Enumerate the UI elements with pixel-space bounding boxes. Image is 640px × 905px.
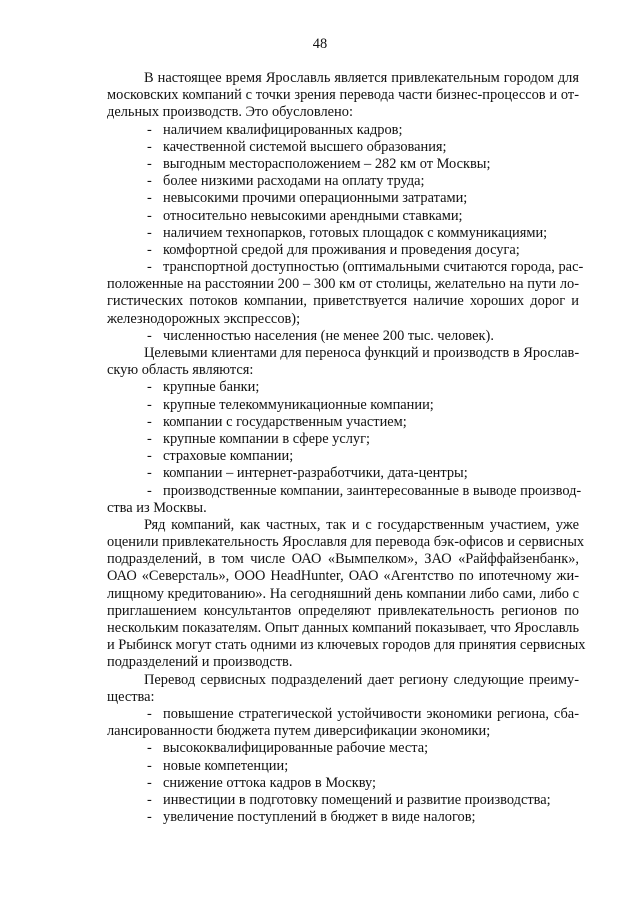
- line-text: щества:: [107, 688, 155, 705]
- bullet-dash: -: [147, 207, 152, 224]
- bullet-dash: -: [147, 791, 152, 808]
- bullet-dash: -: [147, 465, 152, 482]
- line-text: скую область являются:: [107, 362, 254, 379]
- text-line: [107, 551, 579, 568]
- bullet-line: [107, 208, 579, 225]
- bullet-dash: -: [147, 705, 152, 722]
- bullet-dash: -: [147, 379, 152, 396]
- line-text: В настоящее время Ярославль является привлекательным городом для: [144, 70, 579, 86]
- line-text: относительно невысокими арендными ставками;: [163, 207, 463, 224]
- line-text: лищному кредитованию». На сегодняшний день компании либо сами, либо с: [107, 585, 579, 602]
- line-text: качественной системой высшего образования;: [163, 138, 447, 155]
- bullet-line: [107, 139, 579, 156]
- line-text: невысокими прочими операционными затратами;: [163, 190, 468, 207]
- text-line: [107, 87, 579, 104]
- line-text: крупные компании в сфере услуг;: [163, 430, 371, 447]
- line-text: ОАО «Северсталь», ООО HeadHunter, ОАО «Агентство по ипотечному жи-: [107, 568, 579, 585]
- bullet-dash: -: [147, 224, 152, 241]
- line-text: московских компаний с точки зрения перевода части бизнес-процессов и от-: [107, 87, 579, 104]
- text-line: [107, 534, 585, 551]
- line-text: транспортной доступностью (оптимальными считаются города, рас-: [163, 259, 584, 276]
- line-text: крупные банки;: [163, 379, 260, 396]
- text-line: [107, 293, 579, 310]
- line-text: снижение оттока кадров в Москву;: [163, 774, 376, 791]
- line-text: подразделений и производств.: [107, 654, 293, 671]
- bullet-line: [107, 482, 582, 500]
- line-text: компании – интернет-разработчики, дата-центры;: [163, 465, 468, 482]
- bullet-line: [107, 809, 579, 826]
- bullet-line: [107, 225, 579, 242]
- bullet-dash: -: [147, 740, 152, 757]
- bullet-line: [107, 379, 579, 396]
- bullet-line: [107, 122, 579, 139]
- line-text: численностью населения (не менее 200 тыс. человек).: [163, 327, 494, 344]
- line-text: и Рыбинск могут стать одними из ключевых городов для принятия сервисных: [107, 637, 586, 654]
- bullet-dash: -: [147, 448, 152, 465]
- line-text: Целевыми клиентами для переноса функций и производств в Ярослав-: [144, 345, 580, 361]
- bullet-dash: -: [147, 482, 152, 499]
- bullet-dash: -: [147, 430, 152, 447]
- bullet-dash: -: [147, 121, 152, 138]
- bullet-dash: -: [147, 327, 152, 344]
- text-line: [107, 672, 579, 689]
- line-text: приглашением консультантов определяют привлекательность регионов по: [107, 602, 579, 619]
- bullet-line: [107, 156, 579, 173]
- bullet-line: [107, 775, 579, 792]
- line-text: более низкими расходами на оплату труда;: [163, 173, 425, 190]
- line-text: компании с государственным участием;: [163, 413, 407, 430]
- bullet-line: [107, 465, 579, 482]
- line-text: комфортной средой для проживания и проведения досуга;: [163, 241, 520, 258]
- line-text: оценили привлекательность Ярославля для перевода бэк-офисов и сервисных: [107, 534, 585, 551]
- text-line: [107, 620, 579, 637]
- bullet-line: [107, 740, 579, 757]
- bullet-dash: -: [147, 809, 152, 826]
- bullet-line: [107, 792, 579, 809]
- bullet-line: [107, 259, 584, 276]
- text-line: [107, 311, 579, 328]
- bullet-line: [107, 397, 579, 414]
- bullet-line: [107, 706, 579, 723]
- line-text: наличием технопарков, готовых площадок с коммуникациями;: [163, 224, 548, 241]
- line-text: подразделений, в том числе ОАО «Вымпелком», ЗАО «Райффайзенбанк»,: [107, 551, 579, 568]
- bullet-line: [107, 758, 579, 775]
- bullet-dash: -: [147, 138, 152, 155]
- text-line: [107, 500, 579, 517]
- line-text: железнодорожных экспрессов);: [107, 310, 301, 327]
- document-body: [107, 70, 586, 826]
- text-line: [107, 517, 579, 534]
- bullet-dash: -: [147, 190, 152, 207]
- line-text: высококвалифицированные рабочие места;: [163, 740, 429, 757]
- page-number: 48: [312, 36, 328, 52]
- bullet-line: [107, 448, 579, 465]
- bullet-dash: -: [147, 774, 152, 791]
- bullet-line: [107, 190, 579, 207]
- text-line: [107, 603, 579, 620]
- bullet-line: [107, 414, 579, 431]
- text-line: [107, 637, 586, 654]
- line-text: нескольким показателям. Опыт данных компаний показывает, что Ярославль: [107, 620, 580, 636]
- line-text: выгодным месторасположением – 282 км от Москвы;: [163, 155, 491, 172]
- line-text: крупные телекоммуникационные компании;: [163, 396, 434, 413]
- bullet-dash: -: [147, 259, 152, 276]
- bullet-dash: -: [147, 396, 152, 413]
- bullet-line: [107, 173, 579, 190]
- line-text: гистических потоков компании, приветствуется наличие хороших дорог и: [107, 293, 579, 310]
- bullet-line: [107, 242, 579, 259]
- line-text: производственные компании, заинтересованные в выводе производ-: [163, 482, 582, 499]
- bullet-line: [107, 328, 579, 345]
- line-text: Перевод сервисных подразделений дает региону следующие преиму-: [144, 671, 579, 688]
- line-text: новые компетенции;: [163, 757, 289, 774]
- text-line: [107, 104, 579, 121]
- line-text: повышение стратегической устойчивости экономики региона, сба-: [163, 705, 579, 722]
- line-text: лансированности бюджета путем диверсификации экономики;: [107, 723, 491, 740]
- bullet-dash: -: [147, 757, 152, 774]
- bullet-dash: -: [147, 413, 152, 430]
- text-line: [107, 276, 579, 293]
- bullet-dash: -: [147, 173, 152, 190]
- text-line: [107, 70, 579, 87]
- text-line: [107, 586, 579, 603]
- text-line: [107, 723, 579, 740]
- line-text: положенные на расстоянии 200 – 300 км от столицы, желательно на пути ло-: [107, 276, 579, 293]
- text-line: [107, 345, 579, 362]
- text-line: [107, 362, 579, 379]
- text-line: [107, 654, 579, 671]
- bullet-dash: -: [147, 241, 152, 258]
- line-text: ства из Москвы.: [107, 499, 207, 516]
- line-text: дельных производств. Это обусловлено:: [107, 104, 353, 121]
- line-text: увеличение поступлений в бюджет в виде налогов;: [163, 809, 476, 826]
- line-text: страховые компании;: [163, 448, 294, 465]
- line-text: инвестиции в подготовку помещений и развитие производства;: [163, 791, 551, 808]
- bullet-line: [107, 431, 579, 448]
- bullet-dash: -: [147, 155, 152, 172]
- line-text: наличием квалифицированных кадров;: [163, 121, 403, 138]
- line-text: Ряд компаний, как частных, так и с государственным участием, уже: [144, 516, 579, 533]
- text-line: [107, 568, 579, 585]
- text-line: [107, 689, 579, 706]
